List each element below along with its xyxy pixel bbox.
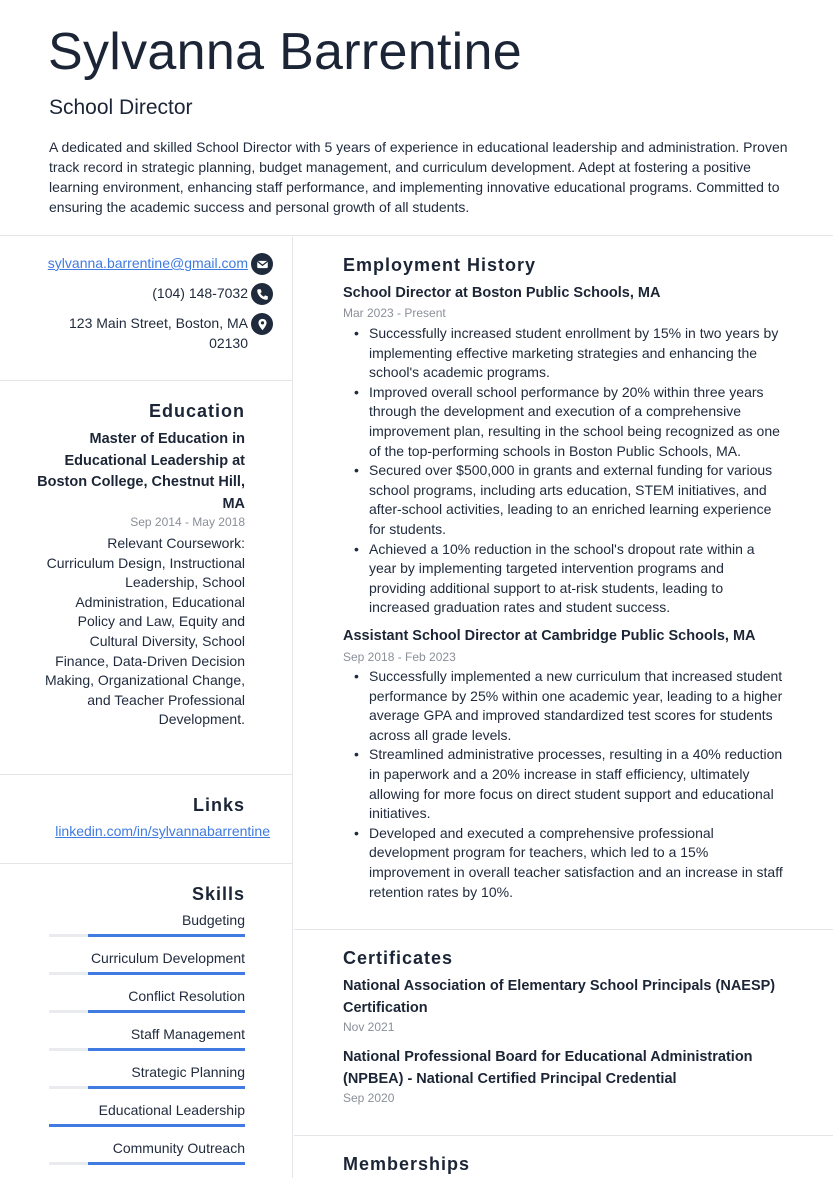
education-dates: Sep 2014 - May 2018 xyxy=(130,515,245,529)
certificates-heading: Certificates xyxy=(343,948,454,968)
skill-level-bar xyxy=(49,1048,245,1051)
skill-level-bar xyxy=(49,972,245,975)
list-item: • Achieved a 10% reduction in the school's dropout rate within a year by implementing targeted intervention programs and providing additional support to at-risk students, leading to increased graduation rates and student success. xyxy=(352,540,784,618)
skill-level-fill xyxy=(88,1048,245,1051)
list-item: • Developed and executed a comprehensive professional development program for teachers, which led to a 15% improvement in overall teacher satisfaction and an increase in staff retention rates by 10%. xyxy=(352,824,784,902)
education-section xyxy=(0,381,293,775)
list-item: • Successfully increased student enrollment by 15% in two years by implementing effective marketing strategies and enhancing the school's academic programs. xyxy=(352,324,784,383)
skill-level-bar xyxy=(49,1162,245,1165)
email-link[interactable]: sylvanna.barrentine@gmail.com xyxy=(47,255,248,271)
education-description: Relevant Coursework: Curriculum Design, Instructional Leadership, School Administration, Educational Policy and Law, Equity and Cultural Diversity, School Finance, Data-Driven Decision Making, Organizational Change, and Teacher Professional Development. xyxy=(45,535,246,728)
certificate-date: Sep 2020 xyxy=(343,1091,395,1105)
job-role: School Director xyxy=(49,96,193,119)
skill-name: Staff Management xyxy=(130,1026,245,1042)
skill-level-fill xyxy=(88,934,245,937)
skill-item xyxy=(49,988,245,1026)
contact-address-row xyxy=(69,313,273,353)
left-column xyxy=(0,237,293,1178)
skill-name: Budgeting xyxy=(181,912,245,928)
skill-name: Strategic Planning xyxy=(131,1064,245,1080)
skill-name: Community Outreach xyxy=(112,1140,245,1156)
memberships-section xyxy=(294,1136,833,1178)
job-bullets xyxy=(352,667,784,902)
links-section xyxy=(0,775,293,864)
job-title: School Director at Boston Public Schools, MA xyxy=(343,285,661,301)
skill-item xyxy=(49,1102,245,1140)
skill-name: Educational Leadership xyxy=(98,1102,245,1118)
education-degree: Master of Education in Educational Leadership at Boston College, Chestnut Hill, MA xyxy=(37,431,245,512)
contact-email-row xyxy=(48,253,273,275)
employment-heading: Employment History xyxy=(343,255,537,275)
skill-name: Conflict Resolution xyxy=(128,988,245,1004)
certificate-title: National Association of Elementary School Principals (NAESP) Certification xyxy=(343,978,776,1016)
envelope-icon xyxy=(251,253,273,275)
skill-item xyxy=(49,950,245,988)
list-item: • Improved overall school performance by 20% within three years through the development and execution of a comprehensive improvement plan, resulting in the school being recognized as one of the top-performing schools in Boston Public Schools, MA. xyxy=(352,383,784,461)
skill-level-bar xyxy=(49,934,245,937)
skill-level-fill xyxy=(88,1086,245,1089)
skill-level-fill xyxy=(88,1162,245,1165)
skill-level-fill xyxy=(88,1010,245,1013)
skill-item xyxy=(49,912,245,950)
skill-level-fill xyxy=(49,1124,245,1127)
skills-section xyxy=(0,864,293,1178)
skill-item xyxy=(49,1064,245,1102)
skill-level-bar xyxy=(49,1086,245,1089)
memberships-heading: Memberships xyxy=(343,1154,471,1174)
education-heading: Education xyxy=(148,401,245,421)
linkedin-link[interactable]: linkedin.com/in/sylvannabarrentine xyxy=(55,823,270,839)
job-bullets xyxy=(352,324,784,618)
certificates-section xyxy=(294,930,833,1136)
contact-phone-row xyxy=(152,283,273,305)
job-title: Assistant School Director at Cambridge Public Schools, MA xyxy=(343,628,756,644)
job-dates: Sep 2018 - Feb 2023 xyxy=(343,650,456,664)
employment-section xyxy=(294,237,833,930)
skill-level-bar xyxy=(49,1124,245,1127)
candidate-name: Sylvanna Barrentine xyxy=(48,23,522,81)
links-heading: Links xyxy=(192,795,245,815)
contact-section xyxy=(0,237,293,381)
skill-item xyxy=(49,1026,245,1064)
profile-summary: A dedicated and skilled School Director with 5 years of experience in educational leadership and administration. Proven track record in strategic planning, budget management, and curriculum development. Adept at fostering a positive learning environment, enhancing staff performance, and implementing innovative educational programs. Committed to ensuring the academic success and personal growth of all students. xyxy=(49,139,788,215)
job-dates: Mar 2023 - Present xyxy=(343,306,446,320)
certificate-title: National Professional Board for Educational Administration (NPBEA) - National Certified Principal Credential xyxy=(343,1049,753,1087)
location-pin-icon xyxy=(251,313,273,335)
list-item: • Successfully implemented a new curriculum that increased student performance by 25% within one academic year, leading to a higher average GPA and improved standardized test scores for students across all grade levels. xyxy=(352,667,784,745)
address-line-2: 02130 xyxy=(209,335,248,351)
skill-name: Curriculum Development xyxy=(90,950,245,966)
address xyxy=(69,313,248,353)
right-column xyxy=(294,237,833,1178)
resume-header xyxy=(0,0,833,236)
phone-number: (104) 148-7032 xyxy=(152,285,248,301)
skill-item xyxy=(49,1140,245,1178)
list-item: • Streamlined administrative processes, resulting in a 40% reduction in paperwork and a 20% increase in staff efficiency, ultimately allowing for more focus on direct student support and educational initiatives. xyxy=(352,745,784,823)
address-line-1: 123 Main Street, Boston, MA xyxy=(69,315,248,331)
phone-icon xyxy=(251,283,273,305)
certificate-date: Nov 2021 xyxy=(343,1020,395,1034)
skill-level-fill xyxy=(88,972,245,975)
list-item: • Secured over $500,000 in grants and external funding for various school programs, including arts education, STEM initiatives, and after-school activities, leading to an enriched learning experience for students. xyxy=(352,461,784,539)
skills-heading: Skills xyxy=(191,884,245,904)
skill-level-bar xyxy=(49,1010,245,1013)
